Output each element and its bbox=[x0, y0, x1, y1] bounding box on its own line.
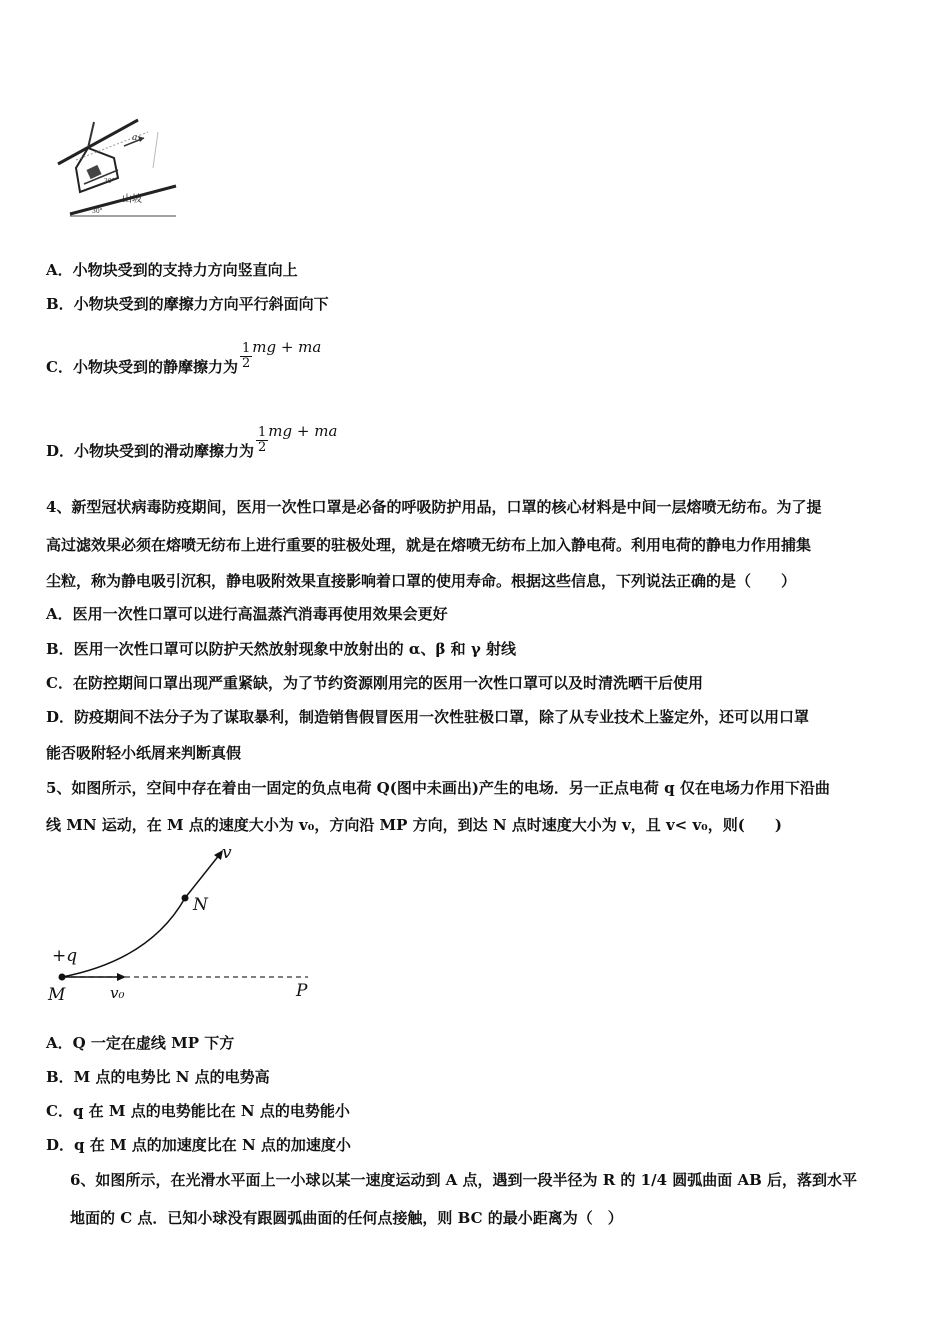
charge-trajectory-figure bbox=[40, 840, 330, 1010]
q5-option-c: C．q 在 M 点的电势能比在 N 点的电势能小 bbox=[46, 1102, 350, 1120]
q3-option-d-text: D．小物块受到的滑动摩擦力为 bbox=[46, 441, 255, 460]
q6-stem-line-1: 6、如图所示，在光滑水平面上一小球以某一速度运动到 A 点，遇到一段半径为 R 的 1/4 圆弧曲面 AB 后，落到水平 bbox=[70, 1171, 857, 1189]
q4-option-d-line-1: D．防疫期间不法分子为了谋取暴利，制造销售假冒医用一次性驻极口罩，除了从专业技术上鉴定外，还可以用口罩 bbox=[46, 708, 810, 726]
q4-stem-line-3: 尘粒，称为静电吸引沉积，静电吸附效果直接影响着口罩的使用寿命。根据这些信息，下列说法正确的是（ ） bbox=[46, 572, 797, 590]
label-v: v bbox=[222, 843, 232, 863]
point-n bbox=[182, 895, 189, 902]
q4-option-a: A．医用一次性口罩可以进行高温蒸汽消毒再使用效果会更好 bbox=[46, 605, 448, 623]
q5-option-a: A．Q 一定在虚线 MP 下方 bbox=[46, 1034, 235, 1052]
fig3-arrow-label: a bbox=[132, 133, 138, 143]
q4-stem-line-2: 高过滤效果必须在熔喷无纺布上进行重要的驻极处理，就是在熔喷无纺布上加入静电荷。利用电荷的静电力作用捕集 bbox=[46, 536, 812, 554]
formula: mg + ma bbox=[252, 337, 322, 356]
fraction-denominator: 2 bbox=[258, 440, 267, 455]
q3-option-b: B．小物块受到的摩擦力方向平行斜面向下 bbox=[46, 295, 329, 313]
label-p: P bbox=[296, 981, 308, 1001]
q4-option-c: C．在防控期间口罩出现严重紧缺，为了节约资源刚用完的医用一次性口罩可以及时清洗晒干后使用 bbox=[46, 674, 703, 692]
point-m bbox=[59, 974, 66, 981]
label-v0: v₀ bbox=[110, 984, 125, 1002]
q5-stem-line-1: 5、如图所示，空间中存在着由一固定的负点电荷 Q(图中未画出)产生的电场．另一正点电荷 q 仅在电场力作用下沿曲 bbox=[46, 779, 830, 797]
q3-option-c-text: C．小物块受到的静摩擦力为 bbox=[46, 357, 238, 376]
q4-option-b: B．医用一次性口罩可以防护天然放射现象中放射出的 α、β 和 γ 射线 bbox=[46, 640, 516, 658]
q4-option-d-line-2: 能否吸附轻小纸屑来判断真假 bbox=[46, 744, 242, 762]
q3-option-d bbox=[46, 421, 338, 460]
fig3-angle-label-1: 30° bbox=[104, 178, 115, 185]
q6-stem-line-2: 地面的 C 点．已知小球没有跟圆弧曲面的任何点接触，则 BC 的最小距离为（ ） bbox=[70, 1209, 623, 1227]
q4-stem-line-1: 4、新型冠状病毒防疫期间，医用一次性口罩是必备的呼吸防护用品，口罩的核心材料是中间一层熔喷无纺布。为了提 bbox=[46, 498, 822, 516]
q5-option-b: B．M 点的电势比 N 点的电势高 bbox=[46, 1068, 270, 1086]
fraction bbox=[256, 426, 268, 455]
fig3-slope-label: 山坡 bbox=[122, 194, 142, 205]
q5-option-d: D．q 在 M 点的加速度比在 N 点的加速度小 bbox=[46, 1136, 351, 1154]
fraction bbox=[240, 342, 252, 371]
label-n: N bbox=[193, 895, 208, 915]
fraction-numerator: 1 bbox=[241, 341, 251, 356]
fig3-angle-label-2: 30° bbox=[92, 208, 103, 215]
q3-option-c bbox=[46, 337, 322, 376]
cable-car-slope-figure bbox=[48, 112, 188, 224]
fraction-denominator: 2 bbox=[241, 356, 251, 371]
q5-stem-line-2: 线 MN 运动，在 M 点的速度大小为 v₀，方向沿 MP 方向，到达 N 点时速度大小为 v，且 v< v₀，则( ) bbox=[46, 816, 782, 834]
formula: mg + ma bbox=[268, 421, 338, 440]
charge-label: +q bbox=[52, 946, 78, 966]
fraction-numerator: 1 bbox=[258, 425, 267, 440]
q3-option-a: A．小物块受到的支持力方向竖直向上 bbox=[46, 261, 298, 279]
label-m: M bbox=[48, 985, 66, 1005]
